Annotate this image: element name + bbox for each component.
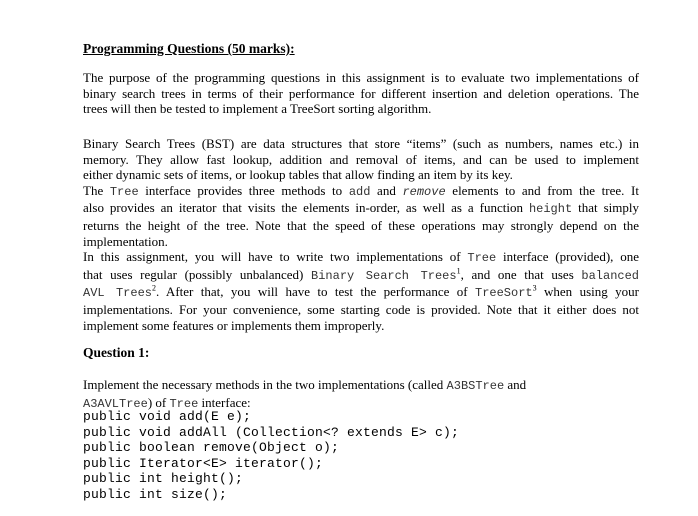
text-line [83,183,639,201]
text-run: that uses regular (possibly unbalanced) [83,266,312,282]
code-term: TreeSort [475,286,533,301]
text-line [83,267,639,285]
code-term: balanced [581,268,639,283]
text-run: also provides an iterator that visits the elements in-order, as well as a function [83,200,529,216]
text-run: . After that, you will have to test the performance of [155,284,475,300]
text-line [83,284,639,302]
text-line: Binary Search Trees (BST) are data structures that store “items” (such as numbers, names etc.) in [83,136,639,151]
text-run: interface (provided), one [496,249,639,265]
text-line: trees will then be tested to implement a TreeSort sorting algorithm. [83,101,432,117]
text-line [83,249,639,267]
text-run: interface provides three methods to [138,182,349,198]
code-term: Binary Search Trees [311,268,457,283]
code-term: A3BSTree [446,379,505,393]
code-line: public Iterator<E> iterator(); [83,455,324,471]
text-line [83,200,639,218]
code-term: Tree [467,251,497,266]
text-line: binary search trees in terms of their performance for different insertion and deletion operations. The [83,85,639,101]
text-line: returns the height of the tree. Note that the speed of these operations may strongly depend on the [83,217,639,233]
text-line [83,377,639,395]
question-paragraph [83,377,639,412]
code-term: remove [402,184,446,199]
bst-paragraph [83,136,639,333]
text-line: either dynamic sets of items, or lookup tables that allow finding an item by its key. [83,167,513,183]
code-block [83,409,459,503]
code-line: public boolean remove(Object o); [83,440,340,456]
text-run: when using your [536,284,639,300]
code-term: height [528,202,573,217]
code-line: public void addAll (Collection<? extends E> c); [83,424,460,440]
text-run: Implement the necessary methods in the two implementations (called [83,377,447,392]
code-term: Tree [109,184,139,199]
text-line: implementation. [83,233,168,249]
text-run: ) of [147,394,170,410]
footnote-ref: 2 [151,284,156,294]
text-run: and [370,182,403,198]
code-term: AVL Trees [83,286,152,301]
footnote-ref: 3 [532,284,537,294]
text-run: elements to and from the tree. It [445,182,639,198]
intro-paragraph [83,70,639,117]
text-run: , and one that uses [460,266,582,282]
text-line: The purpose of the programming questions in this assignment is to evaluate two implementations of [83,70,639,85]
code-line: public void add(E e); [83,409,252,424]
text-run: that simply [572,200,640,216]
text-run: In this assignment, you will have to write two implementations of [83,249,468,265]
text-run: and [504,377,527,392]
code-term: add [348,184,371,199]
code-line: public int height(); [83,471,244,487]
question-heading: Question 1: [83,345,150,360]
code-term: A3AVLTree [83,396,148,411]
page-title: Programming Questions (50 marks): [83,41,295,56]
text-line: implementations. For your convenience, some starting code is provided. Note that it either does not [83,301,639,317]
footnote-ref: 1 [456,266,461,276]
text-run: The [83,182,110,198]
text-line: memory. They allow fast lookup, addition and removal of items, and can be used to implement [83,151,639,167]
text-run: interface: [198,394,251,410]
code-line: public int size(); [83,486,228,502]
code-term: Tree [169,396,199,411]
text-line: implement some features or implements them improperly. [83,317,385,333]
